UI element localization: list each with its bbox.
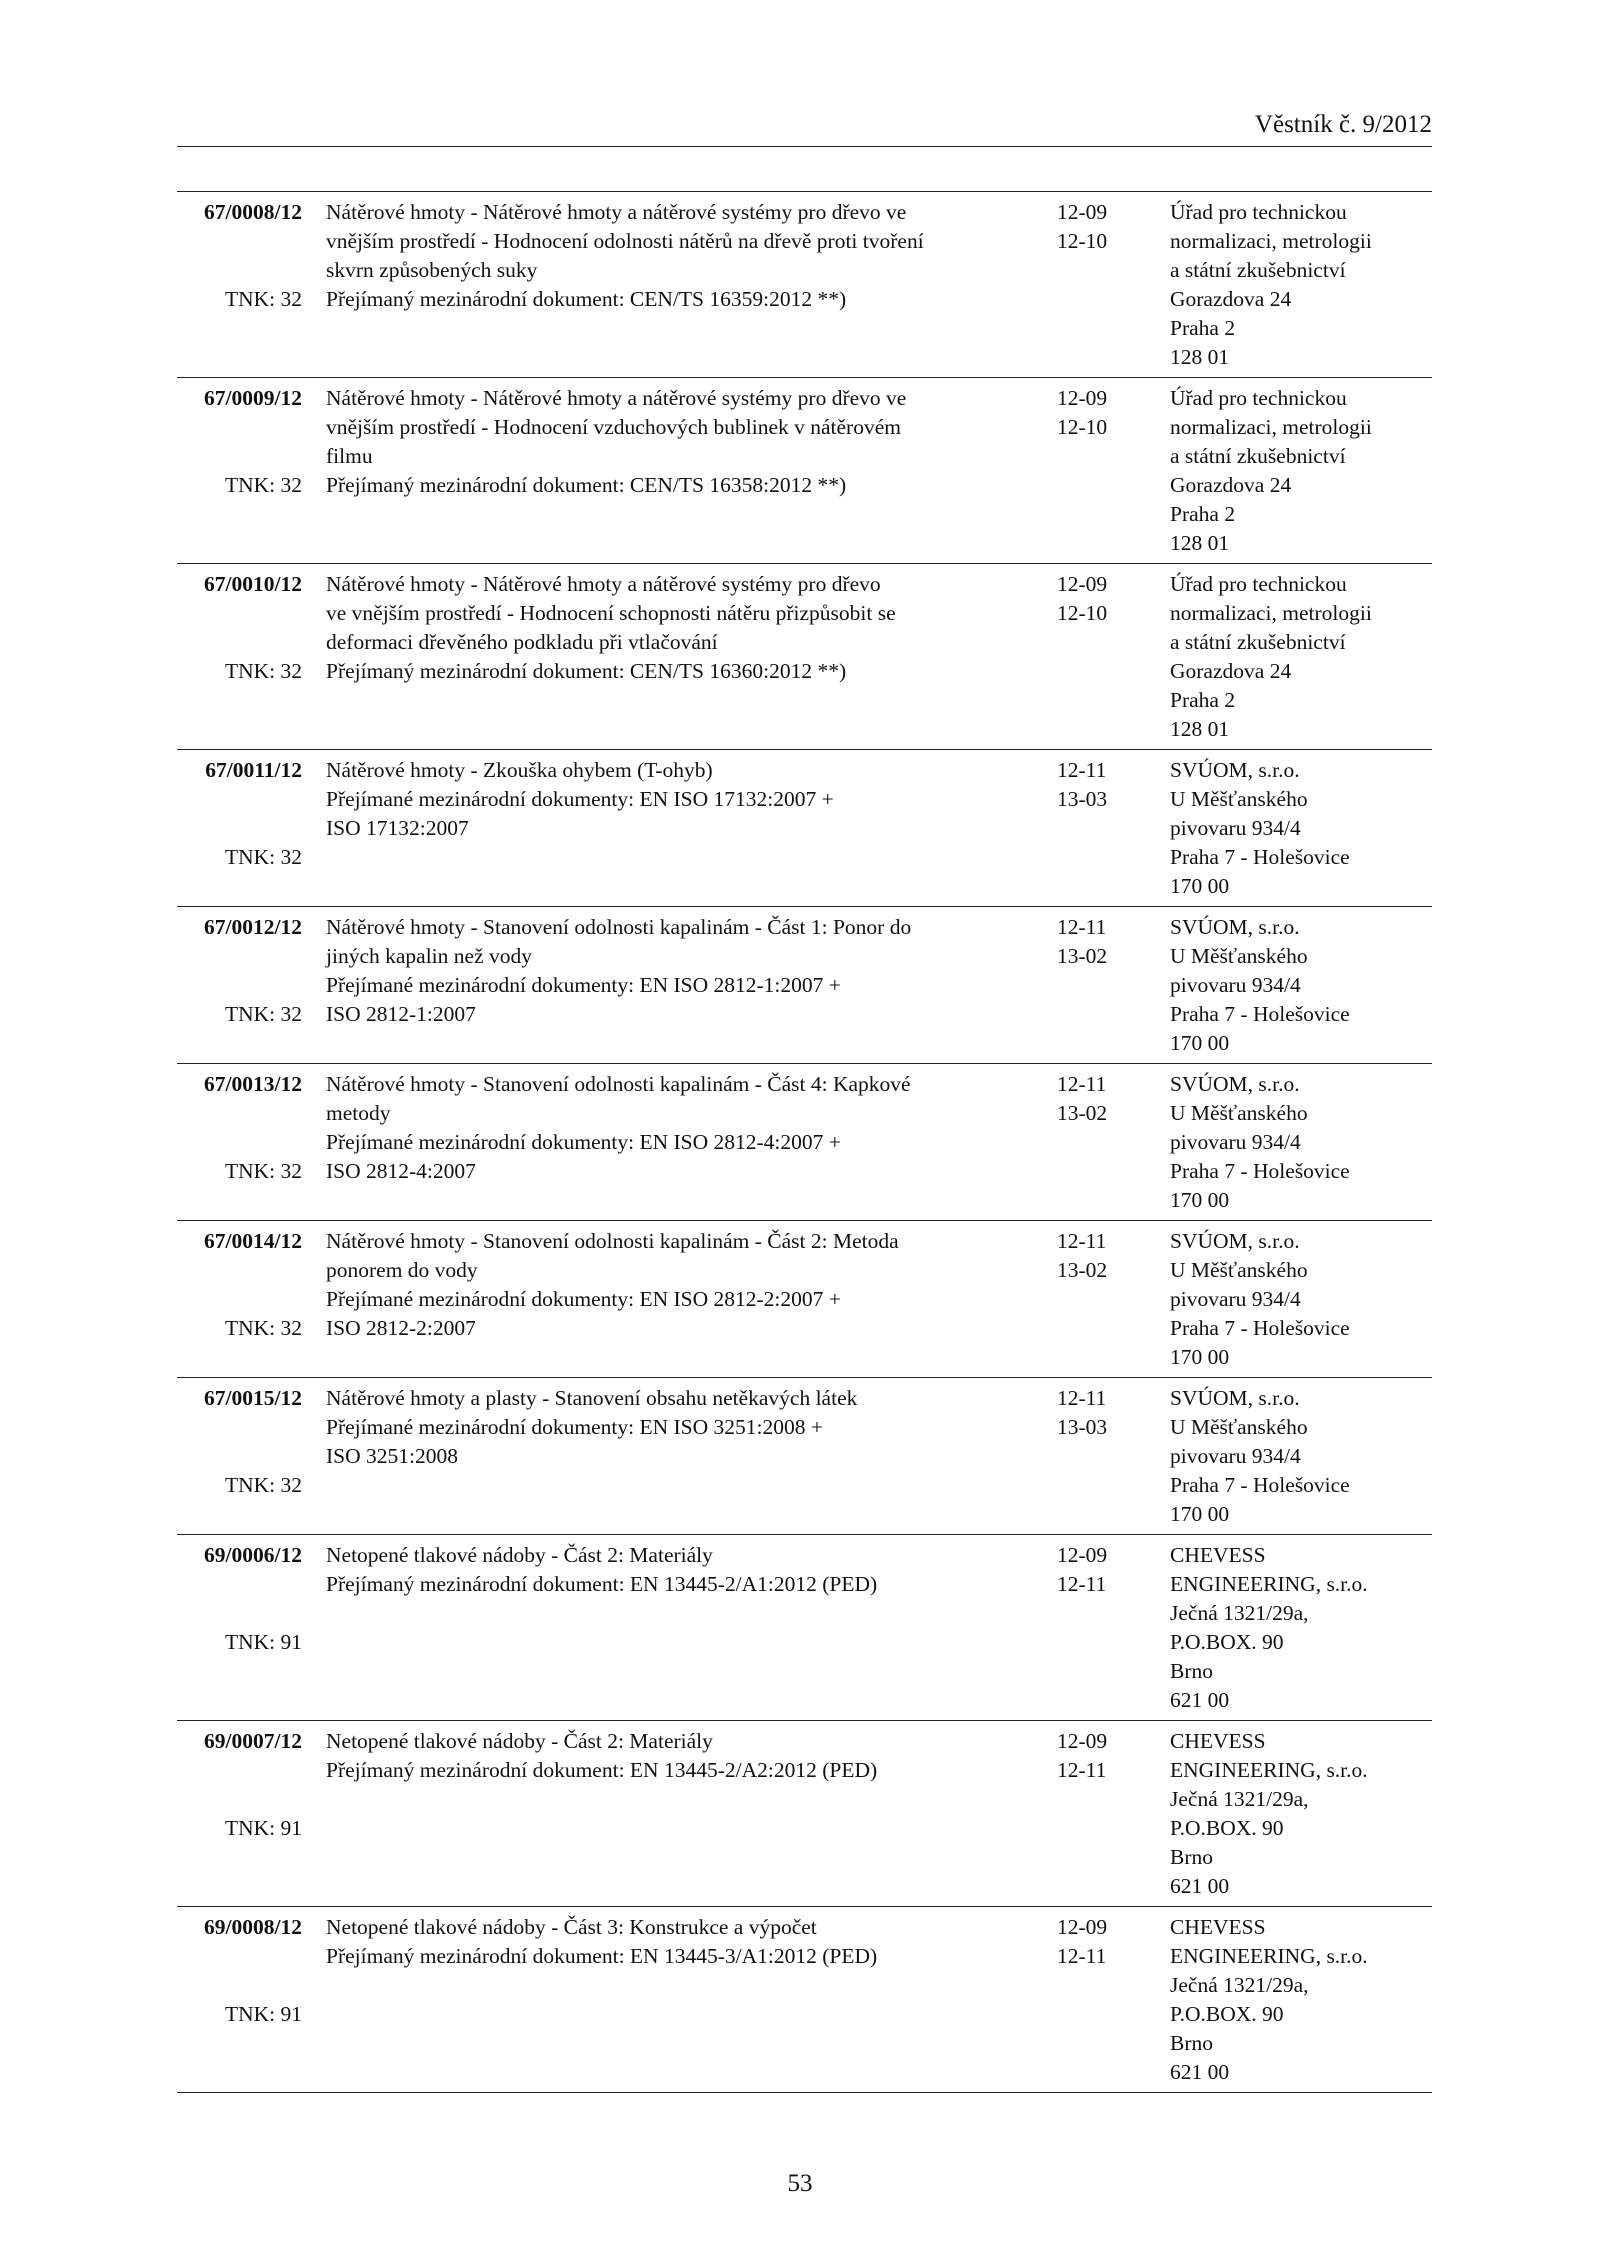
list-item bbox=[177, 1064, 1432, 1221]
description-line: ponorem do vody bbox=[326, 1258, 478, 1282]
tnk-label: TNK: 32 bbox=[224, 1159, 302, 1183]
address-line: Brno bbox=[1170, 1845, 1213, 1869]
address-line: normalizaci, metrologii bbox=[1170, 415, 1372, 439]
date-value: 13-02 bbox=[1057, 1101, 1108, 1125]
date-value: 12-11 bbox=[1057, 1386, 1107, 1410]
date-value: 12-09 bbox=[1057, 1915, 1108, 1939]
tnk-label: TNK: 91 bbox=[224, 1816, 302, 1840]
date-value: 12-11 bbox=[1057, 758, 1107, 782]
address-line: a státní zkušebnictví bbox=[1170, 258, 1346, 282]
description-line: metody bbox=[326, 1101, 391, 1125]
description-line: ve vnějším prostředí - Hodnocení schopnosti nátěru přizpůsobit se bbox=[326, 601, 896, 625]
address-line: 128 01 bbox=[1170, 717, 1230, 741]
description-line: Nátěrové hmoty a plasty - Stanovení obsahu netěkavých látek bbox=[326, 1386, 858, 1410]
address-line: CHEVESS bbox=[1170, 1543, 1266, 1567]
description-line: Přejímané mezinárodní dokumenty: EN ISO 2812-1:2007 + bbox=[326, 973, 841, 997]
entry-number: 67/0011/12 bbox=[205, 758, 302, 782]
address-line: pivovaru 934/4 bbox=[1170, 973, 1301, 997]
address-line: SVÚOM, s.r.o. bbox=[1170, 758, 1300, 782]
address-line: Úřad pro technickou bbox=[1170, 200, 1347, 224]
list-item bbox=[177, 1378, 1432, 1535]
entry-description bbox=[326, 198, 1046, 314]
description-line: Přejímaný mezinárodní dokument: CEN/TS 16359:2012 **) bbox=[326, 287, 847, 311]
list-item bbox=[177, 907, 1432, 1064]
description-line: deformaci dřevěného podkladu při vtlačování bbox=[326, 630, 718, 654]
description-line: ISO 2812-4:2007 bbox=[326, 1159, 476, 1183]
address-line: 170 00 bbox=[1170, 1188, 1230, 1212]
entry-dates bbox=[1057, 1541, 1137, 1599]
address-line: P.O.BOX. 90 bbox=[1170, 1816, 1284, 1840]
entry-dates bbox=[1057, 1070, 1137, 1128]
entry-number: 67/0013/12 bbox=[204, 1072, 302, 1096]
address-line: pivovaru 934/4 bbox=[1170, 1444, 1301, 1468]
description-line: Nátěrové hmoty - Nátěrové hmoty a nátěrové systémy pro dřevo bbox=[326, 572, 881, 596]
entry-description bbox=[326, 570, 1046, 686]
entry-dates bbox=[1057, 570, 1137, 628]
tnk-label: TNK: 91 bbox=[224, 1630, 302, 1654]
entry-id-column bbox=[177, 570, 302, 683]
description-line: ISO 17132:2007 bbox=[326, 816, 469, 840]
description-line: ISO 3251:2008 bbox=[326, 1444, 458, 1468]
description-line: Přejímané mezinárodní dokumenty: EN ISO 2812-4:2007 + bbox=[326, 1130, 841, 1154]
page-number: 53 bbox=[787, 2170, 813, 2197]
description-line: Nátěrové hmoty - Stanovení odolnosti kapalinám - Část 1: Ponor do bbox=[326, 915, 912, 939]
address-line: Ječná 1321/29a, bbox=[1170, 1601, 1309, 1625]
address-line: Gorazdova 24 bbox=[1170, 659, 1292, 683]
address-line: CHEVESS bbox=[1170, 1915, 1266, 1939]
address-line: Úřad pro technickou bbox=[1170, 386, 1347, 410]
date-value: 12-10 bbox=[1057, 601, 1108, 625]
description-line: Přejímaný mezinárodní dokument: CEN/TS 16360:2012 **) bbox=[326, 659, 847, 683]
address-line: pivovaru 934/4 bbox=[1170, 816, 1301, 840]
address-line: a státní zkušebnictví bbox=[1170, 630, 1346, 654]
entry-id-column bbox=[177, 1384, 302, 1497]
address-line: Praha 7 - Holešovice bbox=[1170, 1002, 1350, 1026]
description-line: Netopené tlakové nádoby - Část 2: Materiály bbox=[326, 1729, 713, 1753]
date-value: 12-10 bbox=[1057, 229, 1108, 253]
address-line: 621 00 bbox=[1170, 1874, 1230, 1898]
entry-description bbox=[326, 1913, 1046, 1971]
address-line: CHEVESS bbox=[1170, 1729, 1266, 1753]
address-line: 621 00 bbox=[1170, 2060, 1230, 2084]
entry-number: 69/0006/12 bbox=[204, 1543, 302, 1567]
date-value: 12-11 bbox=[1057, 1072, 1107, 1096]
address-line: SVÚOM, s.r.o. bbox=[1170, 1229, 1300, 1253]
date-value: 12-11 bbox=[1057, 1229, 1107, 1253]
address-line: Brno bbox=[1170, 2031, 1213, 2055]
entry-id-column bbox=[177, 384, 302, 497]
entry-description bbox=[326, 1727, 1046, 1785]
description-line: Přejímané mezinárodní dokumenty: EN ISO 3251:2008 + bbox=[326, 1415, 823, 1439]
description-line: Přejímaný mezinárodní dokument: EN 13445-2/A1:2012 (PED) bbox=[326, 1572, 878, 1596]
entry-description bbox=[326, 1070, 1046, 1186]
entry-id-column bbox=[177, 198, 302, 311]
address-line: Praha 2 bbox=[1170, 688, 1236, 712]
address-line: P.O.BOX. 90 bbox=[1170, 2002, 1284, 2026]
tnk-label: TNK: 32 bbox=[224, 1473, 302, 1497]
entry-number: 69/0008/12 bbox=[204, 1915, 302, 1939]
list-item bbox=[177, 378, 1432, 564]
address-line: Brno bbox=[1170, 1659, 1213, 1683]
entry-address bbox=[1170, 1727, 1432, 1901]
address-line: a státní zkušebnictví bbox=[1170, 444, 1346, 468]
description-line: Nátěrové hmoty - Stanovení odolnosti kapalinám - Část 4: Kapkové bbox=[326, 1072, 911, 1096]
tnk-label: TNK: 91 bbox=[224, 2002, 302, 2026]
entry-dates bbox=[1057, 1913, 1137, 1971]
description-line: Nátěrové hmoty - Nátěrové hmoty a nátěrové systémy pro dřevo ve bbox=[326, 200, 907, 224]
entry-address bbox=[1170, 1913, 1432, 2087]
address-line: 621 00 bbox=[1170, 1688, 1230, 1712]
entry-description bbox=[326, 1227, 1046, 1343]
list-item bbox=[177, 564, 1432, 750]
date-value: 12-10 bbox=[1057, 415, 1108, 439]
address-line: 170 00 bbox=[1170, 1502, 1230, 1526]
entry-dates bbox=[1057, 756, 1137, 814]
entry-number: 67/0008/12 bbox=[204, 200, 302, 224]
address-line: Gorazdova 24 bbox=[1170, 473, 1292, 497]
address-line: 170 00 bbox=[1170, 874, 1230, 898]
entry-description bbox=[326, 913, 1046, 1029]
entry-address bbox=[1170, 913, 1432, 1058]
description-line: ISO 2812-2:2007 bbox=[326, 1316, 476, 1340]
address-line: 170 00 bbox=[1170, 1031, 1230, 1055]
entry-id-column bbox=[177, 1541, 302, 1654]
entry-dates bbox=[1057, 1727, 1137, 1785]
date-value: 13-02 bbox=[1057, 1258, 1108, 1282]
address-line: pivovaru 934/4 bbox=[1170, 1130, 1301, 1154]
date-value: 12-09 bbox=[1057, 1729, 1108, 1753]
description-line: Nátěrové hmoty - Zkouška ohybem (T-ohyb) bbox=[326, 758, 713, 782]
date-value: 12-09 bbox=[1057, 200, 1108, 224]
entry-number: 67/0014/12 bbox=[204, 1229, 302, 1253]
date-value: 12-11 bbox=[1057, 1944, 1107, 1968]
list-item bbox=[177, 1221, 1432, 1378]
tnk-label: TNK: 32 bbox=[224, 287, 302, 311]
entry-address bbox=[1170, 1227, 1432, 1372]
date-value: 13-03 bbox=[1057, 1415, 1108, 1439]
entry-description bbox=[326, 1541, 1046, 1599]
entry-number: 67/0012/12 bbox=[204, 915, 302, 939]
entry-address bbox=[1170, 1541, 1432, 1715]
description-line: Nátěrové hmoty - Nátěrové hmoty a nátěrové systémy pro dřevo ve bbox=[326, 386, 907, 410]
address-line: Ječná 1321/29a, bbox=[1170, 1973, 1309, 1997]
list-item bbox=[177, 1535, 1432, 1721]
address-line: Praha 7 - Holešovice bbox=[1170, 845, 1350, 869]
entry-dates bbox=[1057, 198, 1137, 256]
description-line: Přejímané mezinárodní dokumenty: EN ISO 17132:2007 + bbox=[326, 787, 834, 811]
date-value: 13-03 bbox=[1057, 787, 1108, 811]
address-line: 170 00 bbox=[1170, 1345, 1230, 1369]
address-line: ENGINEERING, s.r.o. bbox=[1170, 1944, 1368, 1968]
address-line: ENGINEERING, s.r.o. bbox=[1170, 1572, 1368, 1596]
list-item bbox=[177, 1907, 1432, 2093]
entry-address bbox=[1170, 756, 1432, 901]
entry-address bbox=[1170, 1070, 1432, 1215]
entry-id-column bbox=[177, 913, 302, 1026]
entry-dates bbox=[1057, 384, 1137, 442]
address-line: ENGINEERING, s.r.o. bbox=[1170, 1758, 1368, 1782]
date-value: 12-09 bbox=[1057, 572, 1108, 596]
tnk-label: TNK: 32 bbox=[224, 1316, 302, 1340]
date-value: 12-09 bbox=[1057, 1543, 1108, 1567]
address-line: Praha 7 - Holešovice bbox=[1170, 1473, 1350, 1497]
tnk-label: TNK: 32 bbox=[224, 1002, 302, 1026]
description-line: Přejímaný mezinárodní dokument: EN 13445-2/A2:2012 (PED) bbox=[326, 1758, 878, 1782]
description-line: vnějším prostředí - Hodnocení vzduchových bublinek v nátěrovém bbox=[326, 415, 901, 439]
description-line: vnějším prostředí - Hodnocení odolnosti nátěrů na dřevě proti tvoření bbox=[326, 229, 924, 253]
address-line: 128 01 bbox=[1170, 531, 1230, 555]
entry-description bbox=[326, 1384, 1046, 1471]
entry-id-column bbox=[177, 1913, 302, 2026]
address-line: SVÚOM, s.r.o. bbox=[1170, 1386, 1300, 1410]
tnk-label: TNK: 32 bbox=[224, 659, 302, 683]
description-line: Nátěrové hmoty - Stanovení odolnosti kapalinám - Část 2: Metoda bbox=[326, 1229, 899, 1253]
entry-address bbox=[1170, 198, 1432, 372]
bulletin-title: Věstník č. 9/2012 bbox=[1254, 111, 1432, 138]
description-line: Přejímaný mezinárodní dokument: CEN/TS 16358:2012 **) bbox=[326, 473, 847, 497]
entry-description bbox=[326, 384, 1046, 500]
description-line: filmu bbox=[326, 444, 373, 468]
entry-address bbox=[1170, 384, 1432, 558]
entry-id-column bbox=[177, 756, 302, 869]
address-line: SVÚOM, s.r.o. bbox=[1170, 1072, 1300, 1096]
address-line: Praha 2 bbox=[1170, 502, 1236, 526]
tnk-label: TNK: 32 bbox=[224, 473, 302, 497]
tnk-label: TNK: 32 bbox=[224, 845, 302, 869]
description-line: Netopené tlakové nádoby - Část 2: Materiály bbox=[326, 1543, 713, 1567]
entry-id-column bbox=[177, 1727, 302, 1840]
description-line: skvrn způsobených suky bbox=[326, 258, 538, 282]
address-line: Praha 2 bbox=[1170, 316, 1236, 340]
address-line: U Měšťanského bbox=[1170, 1101, 1308, 1125]
date-value: 12-09 bbox=[1057, 386, 1108, 410]
entry-number: 67/0010/12 bbox=[204, 572, 302, 596]
address-line: normalizaci, metrologii bbox=[1170, 601, 1372, 625]
date-value: 12-11 bbox=[1057, 1758, 1107, 1782]
entry-number: 67/0015/12 bbox=[204, 1386, 302, 1410]
address-line: Gorazdova 24 bbox=[1170, 287, 1292, 311]
entry-number: 67/0009/12 bbox=[204, 386, 302, 410]
address-line: Praha 7 - Holešovice bbox=[1170, 1316, 1350, 1340]
entry-description bbox=[326, 756, 1046, 843]
address-line: normalizaci, metrologii bbox=[1170, 229, 1372, 253]
address-line: U Měšťanského bbox=[1170, 787, 1308, 811]
description-line: Netopené tlakové nádoby - Část 3: Konstrukce a výpočet bbox=[326, 1915, 817, 1939]
date-value: 13-02 bbox=[1057, 944, 1108, 968]
address-line: U Měšťanského bbox=[1170, 944, 1308, 968]
standards-list bbox=[177, 191, 1432, 2093]
description-line: Přejímaný mezinárodní dokument: EN 13445-3/A1:2012 (PED) bbox=[326, 1944, 878, 1968]
date-value: 12-11 bbox=[1057, 1572, 1107, 1596]
address-line: Praha 7 - Holešovice bbox=[1170, 1159, 1350, 1183]
address-line: U Měšťanského bbox=[1170, 1258, 1308, 1282]
address-line: P.O.BOX. 90 bbox=[1170, 1630, 1284, 1654]
list-item bbox=[177, 750, 1432, 907]
list-item bbox=[177, 192, 1432, 378]
list-item bbox=[177, 1721, 1432, 1907]
address-line: Úřad pro technickou bbox=[1170, 572, 1347, 596]
description-line: jiných kapalin než vody bbox=[326, 944, 532, 968]
address-line: pivovaru 934/4 bbox=[1170, 1287, 1301, 1311]
description-line: Přejímané mezinárodní dokumenty: EN ISO 2812-2:2007 + bbox=[326, 1287, 841, 1311]
address-line: Ječná 1321/29a, bbox=[1170, 1787, 1309, 1811]
entry-address bbox=[1170, 1384, 1432, 1529]
entry-dates bbox=[1057, 1227, 1137, 1285]
entry-id-column bbox=[177, 1227, 302, 1340]
entry-dates bbox=[1057, 913, 1137, 971]
entry-dates bbox=[1057, 1384, 1137, 1442]
entry-address bbox=[1170, 570, 1432, 744]
entry-id-column bbox=[177, 1070, 302, 1183]
address-line: U Měšťanského bbox=[1170, 1415, 1308, 1439]
description-line: ISO 2812-1:2007 bbox=[326, 1002, 476, 1026]
date-value: 12-11 bbox=[1057, 915, 1107, 939]
address-line: 128 01 bbox=[1170, 345, 1230, 369]
address-line: SVÚOM, s.r.o. bbox=[1170, 915, 1300, 939]
page-header bbox=[177, 110, 1432, 147]
entry-number: 69/0007/12 bbox=[204, 1729, 302, 1753]
